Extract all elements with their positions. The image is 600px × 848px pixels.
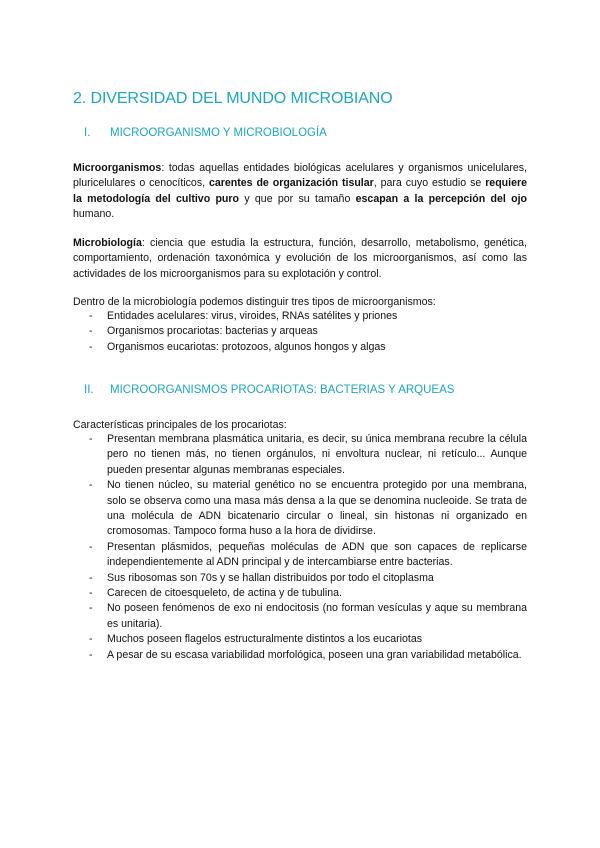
list-item: - Presentan membrana plasmática unitaria, es decir, su única membrana recubre la célula pero no tienen más, no tienen orgánulos, ni envoltura nuclear, ni retículo... Aunque pueden presentar algunas membranas especiales. [89, 432, 527, 478]
section-number: II. [84, 384, 94, 396]
list-item: - Carecen de citoesqueleto, de actina y de tubulina. [89, 586, 527, 601]
list-item: - No poseen fenómenos de exo ni endocitosis (no forman vesículas y aque su membrana es unitaria). [89, 601, 527, 632]
term-microorganismos: Microorganismos [73, 162, 162, 174]
page-title: 2. DIVERSIDAD DEL MUNDO MICROBIANO [73, 90, 393, 107]
prokaryote-features-list [89, 432, 527, 663]
paragraph-microbiologia: Microbiología: ciencia que estudia la estructura, función, desarrollo, metabolismo, genética, comportamiento, ordenación taxonómica y evolución de los microorganismos, así como las actividades de los microorganismos para su explotación y control. [73, 237, 527, 280]
list-item: - Sus ribosomas son 70s y se hallan distribuidos por todo el citoplasma [89, 571, 527, 586]
term-microbiologia: Microbiología [73, 237, 142, 249]
paragraph-microorganismos: Microorganismos: todas aquellas entidades biológicas acelulares y organismos unicelulares, pluricelulares o cenocíticos, carentes de organización tisular, para cuyo estudio se requiere la metodología del cultivo puro y que por su tamaño escapan a la percepción del ojo humano. [73, 162, 527, 221]
list-item: - Muchos poseen flagelos estructuralmente distintos a los eucariotas [89, 632, 527, 647]
list-item: - Presentan plásmidos, pequeñas moléculas de ADN que son capaces de replicarse independientemente al ADN principal y de intercambiarse entre bacterias. [89, 540, 527, 571]
section-heading-text: MICROORGANISMO Y MICROBIOLOGÍA [110, 127, 327, 139]
list-item: - A pesar de su escasa variabilidad morfológica, poseen una gran variabilidad metabólica. [89, 648, 527, 663]
section-heading-text: MICROORGANISMOS PROCARIOTAS: BACTERIAS Y ARQUEAS [110, 384, 455, 396]
list-item: - Organismos procariotas: bacterias y arqueas [89, 324, 527, 339]
paragraph-types-intro: Dentro de la microbiología podemos distinguir tres tipos de microorganismos: [73, 296, 436, 308]
section-heading-2 [84, 384, 454, 396]
microorganism-types-list [89, 309, 527, 355]
list-item: - Entidades acelulares: virus, viroides, RNAs satélites y priones [89, 309, 527, 324]
section-number: I. [84, 127, 91, 139]
paragraph-features-intro: Características principales de los procariotas: [73, 419, 287, 431]
list-item: - Organismos eucariotas: protozoos, algunos hongos y algas [89, 340, 527, 355]
list-item: - No tienen núcleo, su material genético no se encuentra protegido por una membrana, solo se observa como una masa más densa a la que se denomina nucleoide. Se trata de una molécula de ADN bicatenario circular o lineal, sin histonas ni organizado en cromosomas. Tampoco forma huso a la hora de dividirse. [89, 478, 527, 540]
section-heading-1 [84, 127, 327, 139]
